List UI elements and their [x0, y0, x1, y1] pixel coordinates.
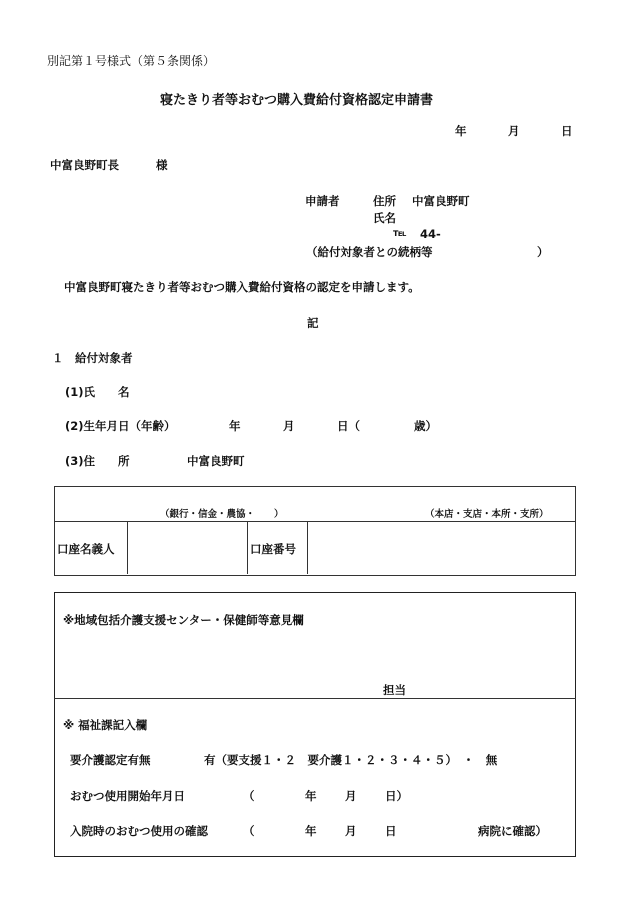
applicant-label: 申請者	[305, 194, 340, 208]
diaper-start-day: 日）	[385, 789, 408, 803]
applicant-tel-label: ℡	[393, 227, 407, 239]
date-month-label: 月	[508, 124, 520, 138]
honorific: 様	[156, 158, 168, 172]
diaper-start-label: おむつ使用開始年月日	[70, 789, 185, 803]
subject-address-value: 中富良野町	[187, 454, 245, 468]
care-cert-label: 要介護認定有無	[70, 753, 151, 767]
hospital-check-year: 年	[305, 824, 317, 838]
applicant-address-value: 中富良野町	[412, 194, 470, 208]
applicant-name-label: 氏名	[373, 211, 396, 225]
subject-birth-day: 日（	[337, 419, 360, 433]
bank-col-divider-1	[127, 521, 128, 574]
bank-type-options: （銀行・信金・農協・ ）	[160, 509, 284, 520]
account-holder-label: 口座名義人	[57, 542, 115, 556]
hospital-check-close: 病院に確認）	[478, 824, 547, 838]
applicant-relation-label: （給付対象者との続柄等	[306, 245, 433, 259]
applicant-tel-value: 44-	[420, 227, 441, 241]
opinion-heading: ※地域包括介護支援センター・保健師等意見欄	[63, 613, 304, 627]
bank-account-box	[54, 486, 576, 576]
subject-birth-label: (2)生年月日（年齢）	[65, 419, 176, 433]
date-day-label: 日	[561, 124, 573, 138]
diaper-start-open: （	[243, 789, 255, 803]
section1-heading: １ 給付対象者	[52, 351, 133, 365]
date-year-label: 年	[455, 124, 467, 138]
diaper-start-month: 月	[345, 789, 357, 803]
welfare-heading: ※ 福祉課記入欄	[63, 718, 148, 732]
opinion-tanto-label: 担当	[383, 683, 406, 697]
form-title: 寝たきり者等おむつ購入費給付資格認定申請書	[160, 93, 434, 108]
subject-name-label: (1)氏 名	[65, 385, 130, 399]
account-number-label: 口座番号	[250, 542, 296, 556]
diaper-start-year: 年	[305, 789, 317, 803]
applicant-address-label: 住所	[373, 194, 396, 208]
hospital-check-label: 入院時のおむつ使用の確認	[70, 824, 208, 838]
applicant-relation-close: ）	[537, 245, 549, 259]
subject-age-suffix: 歳）	[414, 419, 437, 433]
bank-col-divider-2	[247, 521, 248, 574]
opinion-divider	[54, 698, 576, 699]
care-cert-options: 有（要支援１・２ 要介護１・２・３・４・５） ・ 無	[204, 753, 498, 767]
bank-col-divider-3	[307, 521, 308, 574]
branch-type-options: （本店・支店・本所・支所）	[425, 509, 549, 520]
addressee: 中富良野町長	[50, 158, 119, 172]
ki-marker: 記	[307, 316, 319, 330]
subject-address-label: (3)住 所	[65, 454, 130, 468]
subject-birth-year: 年	[229, 419, 241, 433]
form-reference: 別記第１号様式（第５条関係）	[47, 54, 216, 68]
bank-divider	[54, 521, 575, 522]
subject-birth-month: 月	[283, 419, 295, 433]
hospital-check-open: （	[243, 824, 255, 838]
hospital-check-day: 日	[385, 824, 397, 838]
hospital-check-month: 月	[345, 824, 357, 838]
application-statement: 中富良野町寝たきり者等おむつ購入費給付資格の認定を申請します。	[64, 280, 420, 294]
